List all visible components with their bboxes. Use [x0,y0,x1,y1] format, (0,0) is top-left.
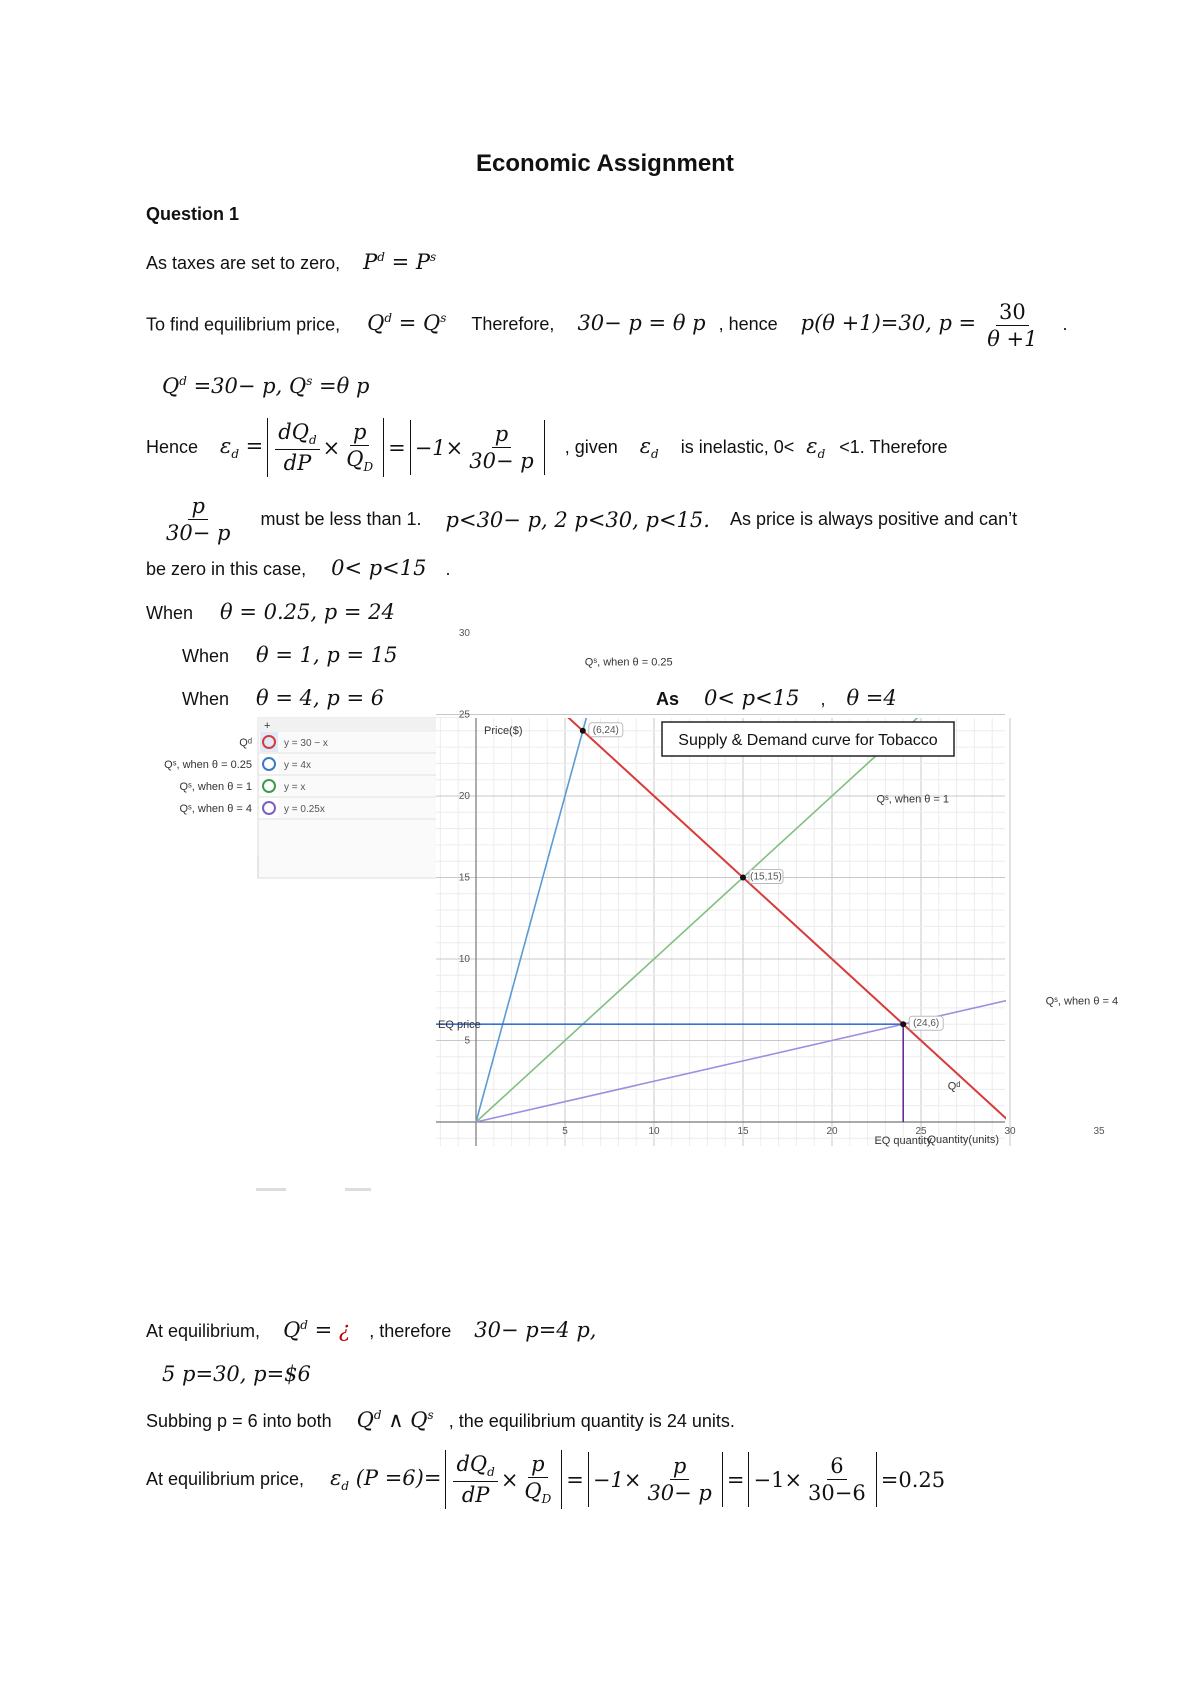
at-equilibrium-line: At equilibrium, $Q^d$ = ¿ , therefore 30− p=4 p, [146,1318,597,1342]
legend-label: Qᵈ [239,737,252,749]
final-elasticity-line: At equilibrium price, $\varepsilon_d$ (P =6)= $\frac{dQ_d}{dP}$ × $\frac{p}{Q_D}$ = −1× $\frac{p}{30- p}$ = −1× $\frac{6}{30-6}$ = 0.25 [146,1450,945,1509]
x-axis-label: Quantity(units) [927,1134,999,1146]
point-label: (15,15) [750,871,782,883]
taxes-line: As taxes are set to zero, $P^d = P^s$ [146,250,437,274]
y-tick-label: 5 [464,1035,470,1047]
legend-label: Qˢ, when θ = 4 [179,803,252,815]
eq-quantity-label: EQ quantity [874,1135,932,1147]
legend-label: Qˢ, when θ = 0.25 [164,759,252,771]
legend-expression: y = 30 − x [284,738,328,749]
when-row: When θ = 4, p = 6 [182,686,385,710]
x-tick-label: 5 [562,1126,568,1137]
x-tick-label: 35 [1093,1126,1105,1137]
graph-title: Supply & Demand curve for Tobacco [678,732,938,749]
legend-expression: y = 4x [284,760,311,771]
demand-supply-eq: $Q^d =30- p$, $Q^s =\theta$ p [162,374,370,398]
when-row: When θ = 1, p = 15 [182,643,398,667]
curve-label-s1: Qˢ, when θ = 1 [876,793,950,806]
intersection-point [900,1021,906,1027]
hence-elasticity-line: Hence $\varepsilon_d$ = $\frac{dQ_d}{dP}$ × $\frac{p}{Q_D}$ = −1× $\frac{p}{30- p}$ , given $\varepsilon_d$ is inelastic, 0< $\varepsilon_d$ <1. Therefore [146,418,948,477]
y-axis-label: Price($) [484,725,523,737]
eq-price-label: EQ price [438,1019,481,1032]
legend-label: Qˢ, when θ = 1 [179,781,252,793]
add-icon[interactable]: + [264,720,271,732]
when-row: When θ = 0.25, p = 24 [146,600,395,624]
point-label: (6,24) [592,724,619,736]
x-tick-label: 10 [648,1126,660,1137]
curve-label-demand: Qᵈ [947,1080,961,1093]
x-tick-label: 30 [1004,1126,1016,1137]
x-tick-label: 15 [737,1126,749,1137]
y-tick-label: 20 [458,791,470,802]
as-condition: As 0< p<15 , θ =4 [656,686,897,710]
legend-expression: y = 0.25x [284,804,325,815]
y-tick-label: 25 [458,709,470,721]
must-less-line: $\frac{p}{30- p}$ must be less than 1. p<30− p, 2 p<30, p<15. As price is always positive and can’t [166,494,1018,546]
five-p-line: 5 p=30, p=$6 [162,1362,311,1386]
zero-case-line: be zero in this case, 0< p<15 . [146,556,451,580]
curve-label-s025: Qˢ, when θ = 0.25 [584,656,673,669]
legend-expression: y = x [284,782,306,793]
curve-label-s4: Qˢ, when θ = 4 [1045,995,1119,1008]
y-tick-label: 15 [458,872,470,884]
point-label: (24,6) [913,1018,940,1030]
question-heading: Question 1 [146,204,240,224]
plot-area [436,628,1118,1220]
subbing-line: Subbing p = 6 into both $Q^d$ ∧ $Q^s$ , the equilibrium quantity is 24 units. [146,1408,735,1432]
x-tick-label: 25 [915,1126,927,1137]
page-title: Economic Assignment [476,150,734,177]
intersection-point [580,728,586,734]
y-tick-label: 10 [458,954,470,965]
find-eq-line: To find equilibrium price, $Q^d = Q^s$ Therefore, 30− p = θ p , hence p(θ +1)=30, p = $\frac{30}{\theta +1}$ . [146,300,1068,352]
y-tick-label: 30 [458,628,470,639]
intersection-point [740,875,746,881]
x-tick-label: 20 [826,1126,838,1137]
